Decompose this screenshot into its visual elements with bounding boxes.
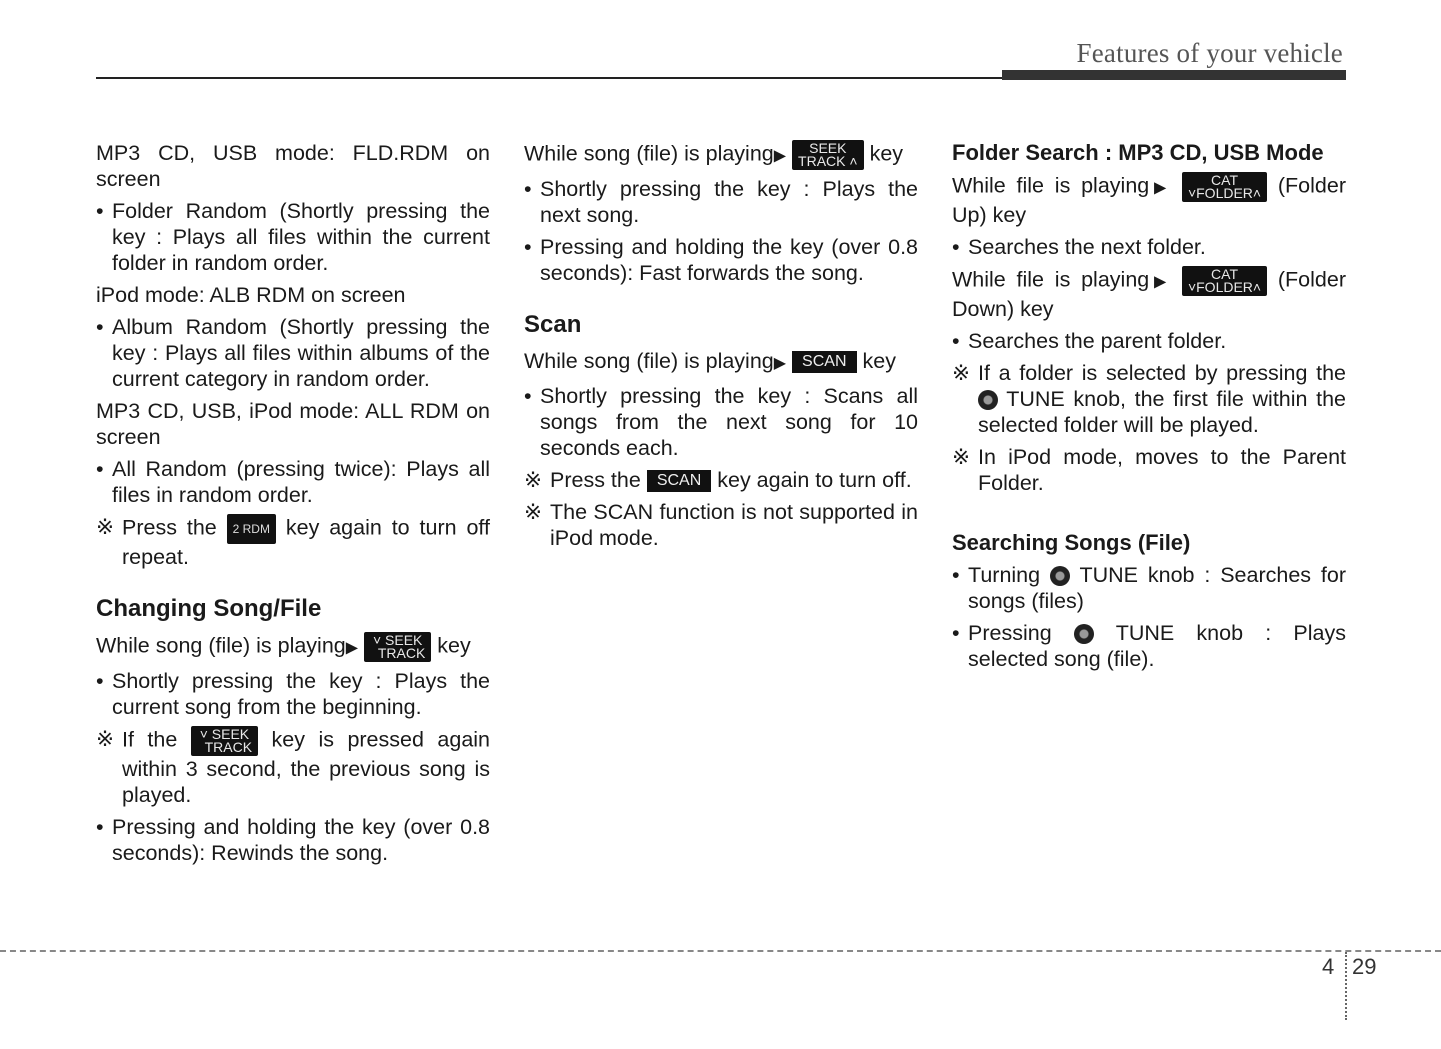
- bullet-next-folder: • Searches the next folder.: [952, 234, 1346, 260]
- chapter-number: 4: [1322, 954, 1335, 979]
- bullet-fast-forward: • Pressing and holding the key (over 0.8 seconds): Fast forwards the song.: [524, 234, 918, 286]
- column-3: [952, 140, 1346, 678]
- note-repeat: ※ Press the 2 RDM key again to turn off repeat.: [96, 514, 490, 570]
- note-scan-off: ※ Press the SCAN key again to turn off.: [524, 467, 918, 493]
- heading-folder-search: Folder Search : MP3 CD, USB Mode: [952, 140, 1324, 165]
- header-bar: [1002, 70, 1346, 80]
- bullet-pressing-tune: • Pressing TUNE knob : Plays selected song (file).: [952, 620, 1346, 672]
- play-arrow-icon: ▶: [345, 639, 359, 657]
- bullet-restart-song: • Shortly pressing the key : Plays the current song from the beginning.: [96, 668, 490, 720]
- seek-up-text: While song (file) is playing▶ SEEK TRACK ˄ key: [524, 140, 904, 169]
- header-rule: [96, 77, 1002, 79]
- seek-track-up-key-icon: SEEK TRACK ˄: [792, 140, 864, 170]
- cat-folder-key-icon: CAT ˅FOLDER˄: [1182, 266, 1267, 296]
- play-arrow-icon: ▶: [773, 147, 787, 165]
- bullet-turning-tune: • Turning TUNE knob : Searches for songs (files): [952, 562, 1346, 614]
- bullet-all-random: • All Random (pressing twice): Plays all files in random order.: [96, 456, 490, 508]
- page-number: 29: [1352, 954, 1377, 979]
- footer-rule: [0, 950, 1441, 952]
- seek-track-down-key-icon: ˅ SEEK TRACK: [191, 726, 258, 756]
- column-2: [524, 140, 918, 557]
- folder-up-text: While file is playing▶ CAT ˅FOLDER˄ (Folder Up) key: [952, 172, 1346, 227]
- seek-track-down-key-icon: ˅ SEEK TRACK: [364, 632, 431, 662]
- bullet-folder-random: • Folder Random (Shortly pressing the key : Plays all files within the current folder in random order.: [96, 198, 490, 276]
- bullet-parent-folder: • Searches the parent folder.: [952, 328, 1346, 354]
- bullet-rewind: • Pressing and holding the key (over 0.8 seconds): Rewinds the song.: [96, 814, 490, 866]
- cat-folder-key-icon: CAT ˅FOLDER˄: [1182, 172, 1267, 202]
- bullet-scan-songs: • Shortly pressing the key : Scans all songs from the next song for 10 seconds each.: [524, 383, 918, 461]
- note-scan-ipod: ※ The SCAN function is not supported in iPod mode.: [524, 499, 918, 551]
- page-header-title: Features of your vehicle: [1076, 38, 1343, 68]
- scan-text: While song (file) is playing▶ SCAN key: [524, 349, 896, 373]
- mode-text: MP3 CD, USB mode: FLD.RDM on screen: [96, 141, 490, 191]
- scan-key-icon: SCAN: [647, 470, 711, 492]
- play-arrow-icon: ▶: [1149, 273, 1172, 291]
- rdm-key-icon: 2 RDM: [227, 514, 276, 544]
- page-number-separator: [1345, 952, 1347, 1020]
- scan-key-icon: SCAN: [792, 351, 856, 373]
- column-1: [96, 140, 490, 872]
- bullet-next-song: • Shortly pressing the key : Plays the next song.: [524, 176, 918, 228]
- mode-text: MP3 CD, USB, iPod mode: ALL RDM on screen: [96, 399, 490, 449]
- bullet-album-random: • Album Random (Shortly pressing the key : Plays all files within albums of the current category in random order.: [96, 314, 490, 392]
- tune-knob-icon: [1074, 624, 1094, 644]
- folder-down-text: While file is playing▶ CAT ˅FOLDER˄ (Folder Down) key: [952, 266, 1346, 321]
- note-previous-song: ※ If the ˅ SEEK TRACK key is pressed again within 3 second, the previous song is played.: [96, 726, 490, 808]
- play-arrow-icon: ▶: [773, 355, 787, 372]
- tune-knob-icon: [1050, 566, 1070, 586]
- mode-text: iPod mode: ALB RDM on screen: [96, 283, 406, 307]
- heading-changing-song: Changing Song/File: [96, 595, 322, 622]
- play-arrow-icon: ▶: [1149, 179, 1172, 197]
- heading-scan: Scan: [524, 311, 582, 338]
- tune-knob-icon: [978, 390, 998, 410]
- heading-searching-songs: Searching Songs (File): [952, 530, 1191, 555]
- note-ipod-parent: ※ In iPod mode, moves to the Parent Folder.: [952, 444, 1346, 496]
- note-folder-select: ※ If a folder is selected by pressing the TUNE knob, the first file within the selected folder will be played.: [952, 360, 1346, 438]
- seek-down-text: While song (file) is playing▶ ˅ SEEK TRACK key: [96, 632, 471, 661]
